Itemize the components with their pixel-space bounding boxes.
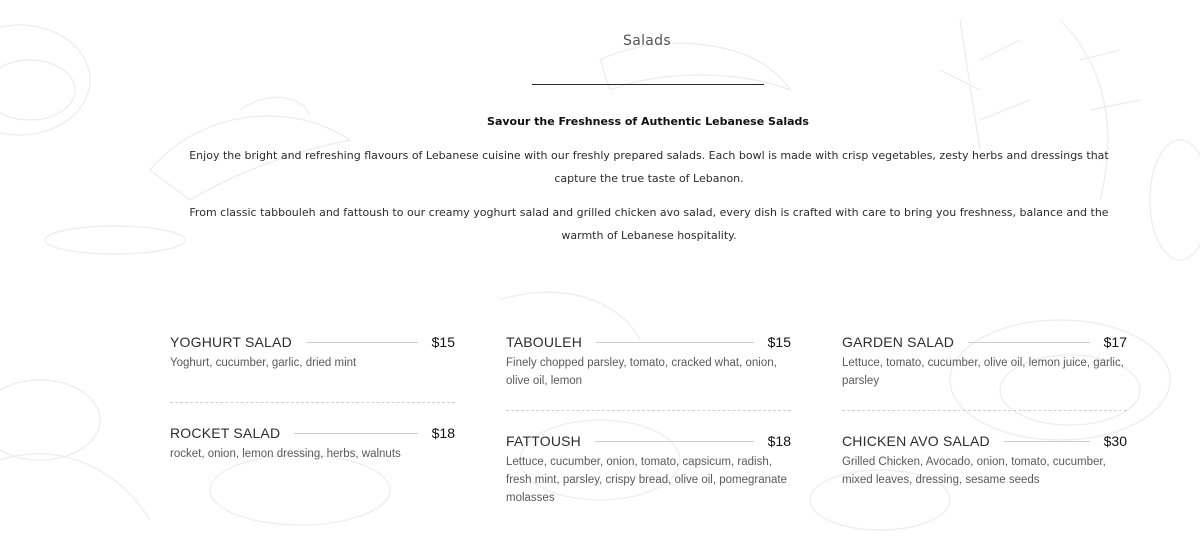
item-divider <box>842 410 1127 411</box>
menu-item-name: CHICKEN AVO SALAD <box>842 433 990 449</box>
item-divider <box>170 402 455 403</box>
menu-item <box>842 429 1127 489</box>
menu-item <box>842 330 1127 390</box>
leader-line <box>968 342 1090 343</box>
menu-item <box>506 429 791 507</box>
section-subtitle: Savour the Freshness of Authentic Lebanese Salads <box>487 115 809 128</box>
menu-item-price: $15 <box>767 334 791 350</box>
menu-item-description: Yoghurt, cucumber, garlic, dried mint <box>170 357 357 369</box>
leader-line <box>294 433 417 434</box>
menu-item-name: TABOULEH <box>506 334 583 350</box>
menu-column-2 <box>506 330 791 507</box>
menu-item-name: YOGHURT SALAD <box>170 334 292 350</box>
menu-item-name: ROCKET SALAD <box>170 425 281 441</box>
intro-paragraph-2: From classic tabbouleh and fattoush to our creamy yoghurt salad and grilled chicken avo salad, every dish is crafted with care to bring you freshness, balance and the warmth of Lebanese hospitality. <box>189 206 1109 242</box>
menu-item-price: $18 <box>767 433 791 449</box>
menu-item-price: $30 <box>1103 433 1127 449</box>
menu-item <box>170 330 455 372</box>
leader-line <box>596 342 754 343</box>
leader-line <box>595 441 754 442</box>
leader-line <box>1004 441 1090 442</box>
menu-item-description: Lettuce, cucumber, onion, tomato, capsicum, radish, fresh mint, parsley, crispy bread, olive oil, pomegranate molasses <box>506 456 788 504</box>
menu-item-description: Lettuce, tomato, cucumber, olive oil, lemon juice, garlic, parsley <box>842 357 1124 387</box>
section-title: Salads <box>623 33 671 49</box>
leader-line <box>306 342 418 343</box>
menu-item-price: $15 <box>431 334 455 350</box>
menu-item-description: rocket, onion, lemon dressing, herbs, walnuts <box>170 448 401 460</box>
menu-item-description: Finely chopped parsley, tomato, cracked what, onion, olive oil, lemon <box>506 357 777 387</box>
title-divider <box>532 84 764 85</box>
item-divider <box>506 410 791 411</box>
menu-item-name: FATTOUSH <box>506 433 581 449</box>
menu-item <box>506 330 791 390</box>
menu-item-name: GARDEN SALAD <box>842 334 955 350</box>
menu-column-1 <box>170 330 455 463</box>
menu-item-price: $18 <box>431 425 455 441</box>
menu-item <box>170 421 455 463</box>
menu-item-price: $17 <box>1103 334 1127 350</box>
menu-item-description: Grilled Chicken, Avocado, onion, tomato, cucumber, mixed leaves, dressing, sesame seeds <box>842 456 1106 486</box>
intro-paragraph-1: Enjoy the bright and refreshing flavours of Lebanese cuisine with our freshly prepared salads. Each bowl is made with crisp vegetables, zesty herbs and dressings that capture the true taste of Lebanon. <box>189 149 1109 185</box>
menu-column-3 <box>842 330 1127 489</box>
